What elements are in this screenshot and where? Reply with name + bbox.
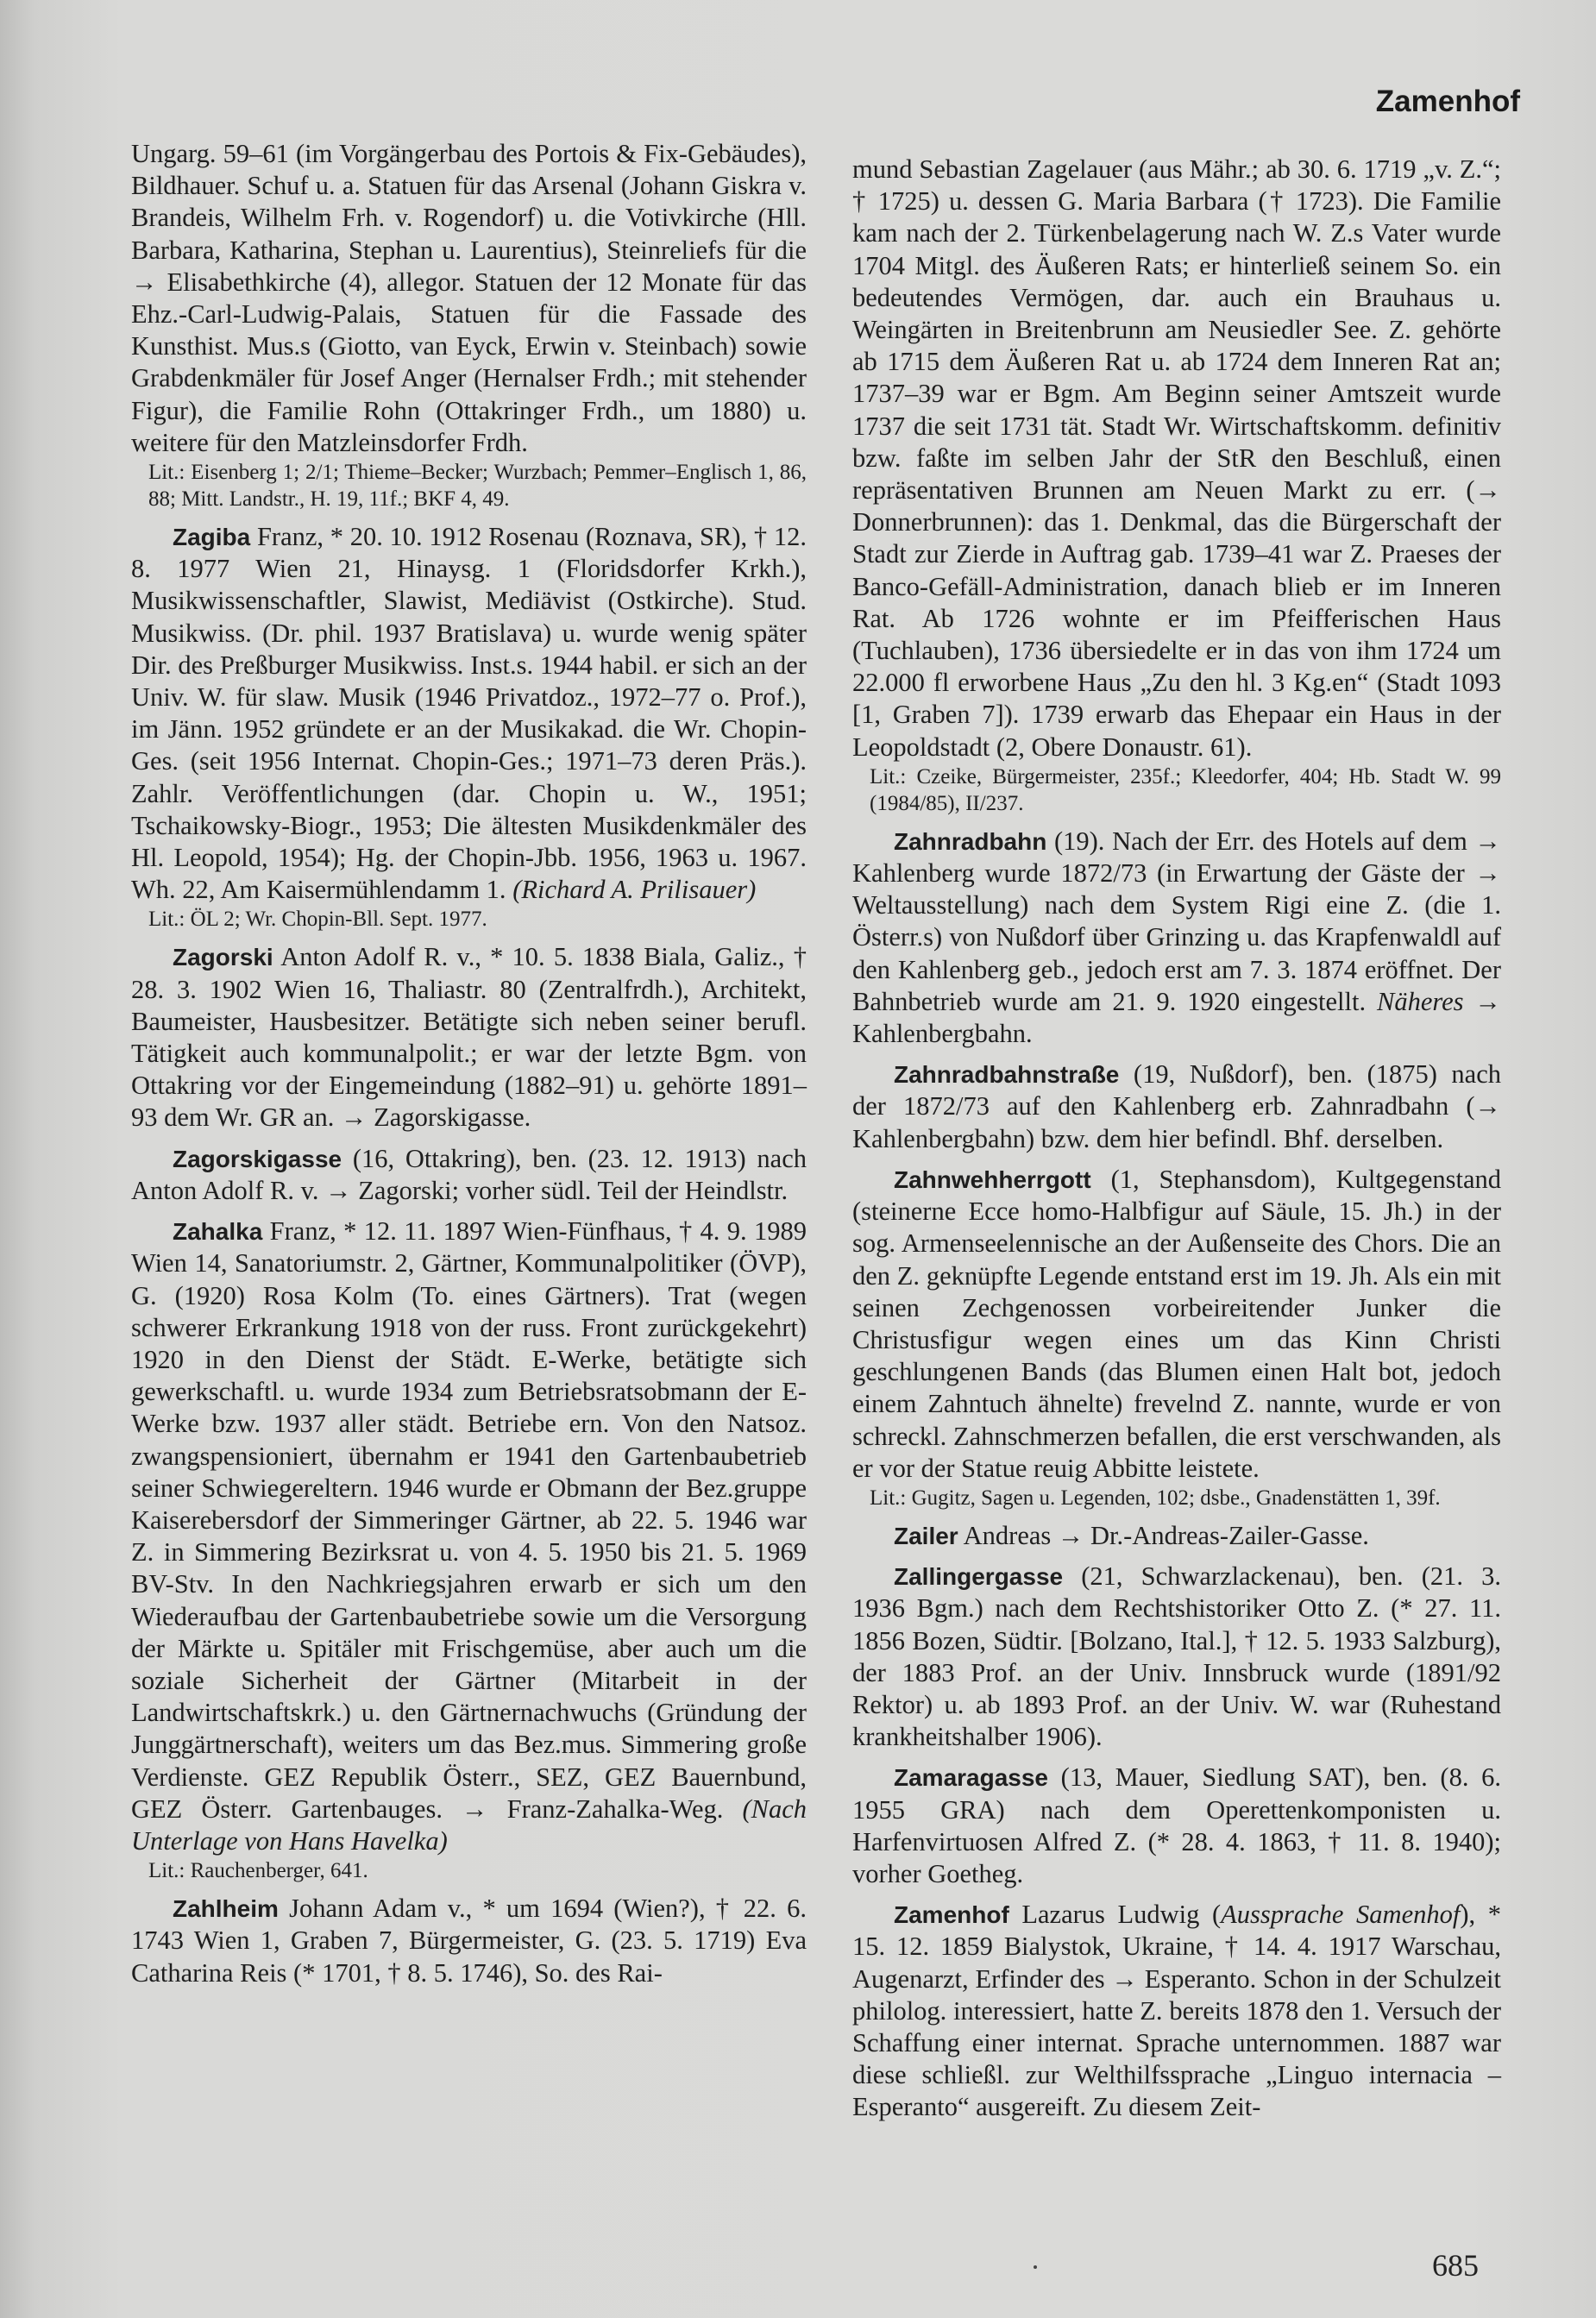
- entry-headword: Zamenhof: [894, 1901, 1009, 1929]
- entry-body: [852, 1520, 1501, 1552]
- entry-author: (Nach Unterlage von Hans Havelka): [131, 1793, 807, 1856]
- entry-headword: Zagorski: [173, 944, 273, 971]
- entry-headword: Zahnradbahn: [894, 827, 1047, 855]
- entry-zagorskigasse: [131, 1143, 807, 1207]
- entry-headword: Zamaragasse: [894, 1764, 1049, 1792]
- running-head: Zamenhof: [1375, 85, 1520, 118]
- entry-literature: Lit.: ÖL 2; Wr. Chopin-Bll. Sept. 1977.: [148, 908, 487, 932]
- entry-zamaragasse: [852, 1762, 1501, 1890]
- entry-zahnwehherrgott: [852, 1164, 1501, 1511]
- entry-zagorski: [131, 941, 807, 1134]
- entry-body: [131, 1216, 807, 1857]
- entry-text: Johann Adam v., * um 1694 (Wien?), † 22. 6. 1743 Wien 1, Graben 7, Bürgermeister, G. (23. 5. 1719) Eva Catharina Reis (* 1701, † 8. 5. 1746), So. des Rai-: [131, 1894, 807, 1988]
- entry-zailer: [852, 1520, 1501, 1552]
- entry-text: Andreas → Dr.-Andreas-Zailer-Gasse.: [958, 1520, 1369, 1550]
- page-number: 685: [1432, 2248, 1479, 2283]
- entry-headword: Zahlheim: [173, 1895, 279, 1923]
- entry-text: Franz, * 20. 10. 1912 Rosenau (Roznava, SR), † 12. 8. 1977 Wien 21, Hinaysg. 1 (Floridsdorfer Krkh.), Musikwissenschaftler, Slawist, Mediävist (Ostkirche). Stud. Musikwiss. (Dr. phil. 1937 Bratislava) u. wurde wenig später Dir. des Preßburger Musikwiss. Inst.s. 1944 habil. er sich an der Univ. W. für slaw. Musik (1946 Privatdoz., 1972–77 o. Prof.), im Jänn. 1952 gründete er an der Musikakad. die Wr. Chopin-Ges. (seit 1956 Internat. Chopin-Ges.; 1971–73 deren Präs.). Zahlr. Veröffentlichungen (dar. Chopin u. W., 1951; Tschaikowsky-Biogr., 1953; Die ältesten Musikdenkmäler des Hl. Leopold, 1954); Hg. der Chopin-Jbb. 1956, 1963 u. 1967. Wh. 22, Am Kaisermühlendamm 1.: [131, 522, 807, 905]
- entry-body: [852, 1561, 1501, 1753]
- entry-body: [131, 521, 807, 906]
- entry-body: [852, 1164, 1501, 1485]
- entry-body: [852, 1762, 1501, 1890]
- print-dot: [1034, 2265, 1037, 2269]
- right-column: [852, 154, 1501, 2124]
- entry-text: (1, Stephansdom), Kultgegenstand (steinerne Ecce homo-Halbfigur auf Säule, 15. Jh.) in der sog. Armenseelennische an der Außenseite des Chors. Die an den Z. geknüpfte Legende entstand erst im 19. Jh. Als ein mit seinen Zechgenossen vorbeireitender Junker die Christusfigur wegen eines um das Kinn Christi geschlungenen Bands (das Blumen einen Halt bot, jedoch einem Zahntuch ähnelte) frevelnd Z. nannte, wurde er von schreckl. Zahnschmerzen befallen, die erst verschwanden, als er vor der Statue reuig Abbitte leistete.: [852, 1164, 1501, 1483]
- entry-continuation: [131, 138, 807, 512]
- entry-text: (19). Nach der Err. des Hotels auf dem → Kahlenberg wurde 1872/73 (in Erwartung der Gäste der → Weltausstellung) nach dem System Rigi eine Z. (die 1. Österr.s) von Nußdorf über Grinzing u. das Krapfenwaldl auf den Kahlenberg geb., jedoch erst am 7. 3. 1874 eröffnet. Der Bahnbetrieb wurde am 21. 9. 1920 eingestellt.: [852, 826, 1501, 1016]
- entry-headword: Zahnwehherrgott: [894, 1165, 1091, 1193]
- entry-body: [852, 1058, 1501, 1155]
- entry-more-label: Näheres: [1377, 986, 1464, 1016]
- entry-body: [131, 1143, 807, 1207]
- entry-text: (13, Mauer, Siedlung SAT), ben. (8. 6. 1955 GRA) nach dem Operettenkomponisten u. Harfenvirtuosen Alfred Z. (* 28. 4. 1863, † 11. 8. 1940); vorher Goetheg.: [852, 1762, 1501, 1888]
- entry-headword: Zallingergasse: [894, 1563, 1064, 1591]
- entry-body: [852, 826, 1501, 1050]
- entry-literature: Lit.: Eisenberg 1; 2/1; Thieme–Becker; Wurzbach; Pemmer–Englisch 1, 86, 88; Mitt. Landstr., H. 19, 11f.; BKF 4, 49.: [148, 461, 807, 512]
- entry-text: Anton Adolf R. v., * 10. 5. 1838 Biala, Galiz., † 28. 3. 1902 Wien 16, Thaliastr. 80 (Zentralfrdh.), Architekt, Baumeister, Hausbesitzer. Betätigte sich neben seiner berufl. Tätigkeit auch kommunalpolit.; er war der letzte Bgm. von Ottakring vor der Eingemeindung (1882–91) u. gehörte 1891–93 dem Wr. GR an. → Zagorskigasse.: [131, 942, 807, 1133]
- entry-zallingergasse: [852, 1561, 1501, 1753]
- entry-text: (19, Nußdorf), ben. (1875) nach der 1872/73 auf den Kahlenberg erb. Zahnradbahn (→ Kahlenbergbahn) bzw. dem hier befindl. Bhf. derselben.: [852, 1059, 1501, 1153]
- entry-headword: Zahnradbahnstraße: [894, 1061, 1120, 1089]
- entry-zahlheim-continued: [852, 154, 1501, 817]
- entry-author: (Richard A. Prilisauer): [512, 875, 757, 905]
- entry-text-tail: ), * 15. 12. 1859 Bialystok, Ukraine, † 14. 4. 1917 Warschau, Augenarzt, Erfinder des → Esperanto. Schon in der Schulzeit philolog. interessiert, hatte Z. bereits 1878 den 1. Versuch der Schaffung einer internat. Sprache unternommen. 1887 war diese schließl. zur Welthilfssprache „Linguo internacia – Esperanto“ ausgereift. Zu diesem Zeit-: [852, 1900, 1501, 2122]
- entry-literature: Lit.: Rauchenberger, 641.: [148, 1859, 368, 1883]
- entry-headword: Zagorskigasse: [173, 1145, 342, 1172]
- entry-text-tail: → Kahlenbergbahn.: [852, 986, 1501, 1049]
- entry-text: (16, Ottakring), ben. (23. 12. 1913) nach Anton Adolf R. v. → Zagorski; vorher südl. Teil der Heindlstr.: [131, 1143, 807, 1205]
- entry-zagiba: [131, 521, 807, 933]
- entry-headword: Zahalka: [173, 1218, 263, 1246]
- entry-zahlheim: [131, 1893, 807, 1989]
- entry-body: [131, 1893, 807, 1989]
- entry-headword: Zailer: [894, 1522, 958, 1549]
- entry-text: Franz, * 12. 11. 1897 Wien-Fünfhaus, † 4. 9. 1989 Wien 14, Sanatoriumstr. 2, Gärtner, Kommunalpolitiker (ÖVP), G. (1920) Rosa Kolm (To. eines Gärtners). Trat (wegen schwerer Erkrankung 1918 von der russ. Front zurückgekehrt) 1920 in den Dienst der Städt. E-Werke, betätigte sich gewerkschaftl. u. wurde 1934 zum Betriebsratsobmann der E-Werke bzw. 1937 aller städt. Betriebe ern. Von den Natsoz. zwangspensioniert, übernahm er 1941 den Gartenbaubetrieb seiner Schwiegereltern. 1946 wurde er Obmann der Bez.gruppe Kaiserebersdorf der Simmeringer Gärtner, ab 22. 5. 1946 war Z. in Simmering Bezirksrat u. von 4. 5. 1950 bis 21. 5. 1969 BV-Stv. In den Nachkriegsjahren erwarb er sich um den Wiederaufbau der Gartenbaubetriebe sowie um die Versorgung der Märkte u. Spitäler mit Frischgemüse, aber auch um die soziale Sicherheit der Gärtner (Mitarbeit in der Landwirtschaftskrk.) u. den Gärtnernachwuchs (Gründung der Junggärtnerschaft), weiters um das Bez.mus. Simmering große Verdienste. GEZ Republik Österr., SEZ, GEZ Bauernbund, GEZ Österr. Gartenbauges. → Franz-Zahalka-Weg.: [131, 1216, 807, 1824]
- entry-literature: Lit.: Gugitz, Sagen u. Legenden, 102; dsbe., Gnadenstätten 1, 39f.: [870, 1486, 1441, 1510]
- entry-text: Ungarg. 59–61 (im Vorgängerbau des Portois & Fix-Gebäudes), Bildhauer. Schuf u. a. Statuen für das Arsenal (Johann Giskra v. Brandeis, Wilhelm Frh. v. Rogendorf) u. die Votivkirche (Hll. Barbara, Katharina, Stephan u. Laurentius), Steinreliefs für die → Elisabethkirche (4), allegor. Statuen der 12 Monate für das Ehz.-Carl-Ludwig-Palais, Statuen für die Fassade des Kunsthist. Mus.s (Giotto, van Eyck, Erwin v. Steinbach) sowie Grabdenkmäler für Josef Anger (Hernalser Frdh.; mit stehender Figur), die Familie Rohn (Ottakringer Frdh., um 1880) u. weitere für den Matzleinsdorfer Frdh.: [131, 139, 807, 457]
- entry-pronunciation: Aussprache Samenhof: [1221, 1900, 1461, 1930]
- entry-body: [131, 941, 807, 1134]
- entry-headword: Zagiba: [173, 524, 251, 551]
- entry-text: (21, Schwarzlackenau), ben. (21. 3. 1936 Bgm.) nach dem Rechtshistoriker Otto Z. (* 27. 11. 1856 Bozen, Südtir. [Bolzano, Ital.], † 12. 5. 1933 Salzburg), der 1883 Prof. an der Univ. Innsbruck wurde (1891/92 Rektor) u. ab 1893 Prof. an der Univ. W. war (Ruhestand krankheitshalber 1906).: [852, 1561, 1501, 1752]
- entry-zamenhof: [852, 1899, 1501, 2123]
- entry-text: Lazarus Ludwig (: [1008, 1900, 1222, 1930]
- entry-zahnradbahn: [852, 826, 1501, 1050]
- entry-zahnradbahnstrasse: [852, 1058, 1501, 1155]
- entry-body: [852, 1899, 1501, 2123]
- left-column: [131, 138, 807, 1989]
- entry-zahalka: [131, 1216, 807, 1884]
- entry-literature: Lit.: Czeike, Bürgermeister, 235f.; Kleedorfer, 404; Hb. Stadt W. 99 (1984/85), II/237.: [870, 764, 1501, 815]
- entry-text: mund Sebastian Zagelauer (aus Mähr.; ab 30. 6. 1719 „v. Z.“; † 1725) u. dessen G. Maria Barbara († 1723). Die Familie kam nach der 2. Türkenbelagerung nach W. Z.s Vater wurde 1704 Mitgl. des Äußeren Rats; er hinterließ seinem So. ein bedeutendes Vermögen, dar. auch ein Brauhaus u. Weingärten in Breitenbrunn am Neusiedler See. Z. gehörte ab 1715 dem Äußeren Rat u. ab 1724 dem Inneren Rat an; 1737–39 war er Bgm. Am Beginn seiner Amtszeit wurde 1737 die seit 1731 tät. Stadt Wr. Wirtschaftskomm. definitiv bzw. faßte im selben Jahr der StR den Beschluß, einen repräsentativen Brunnen am Neuen Markt zu err. (→ Donnerbrunnen): das 1. Denkmal, das die Bürgerschaft der Stadt zur Zierde in Auftrag gab. 1739–41 war Z. Praeses der Banco-Gefäll-Administration, danach blieb er im Inneren Rat. Ab 1726 wohnte er im Pfeifferischen Haus (Tuchlauben), 1736 übersiedelte er in das von ihm 1724 um 22.000 fl erworbene Haus „Zu den hl. 3 Kg.en“ (Stadt 1093 [1, Graben 7]). 1739 erwarb das Ehepaar ein Haus in der Leopoldstadt (2, Obere Donaustr. 61).: [852, 154, 1501, 762]
